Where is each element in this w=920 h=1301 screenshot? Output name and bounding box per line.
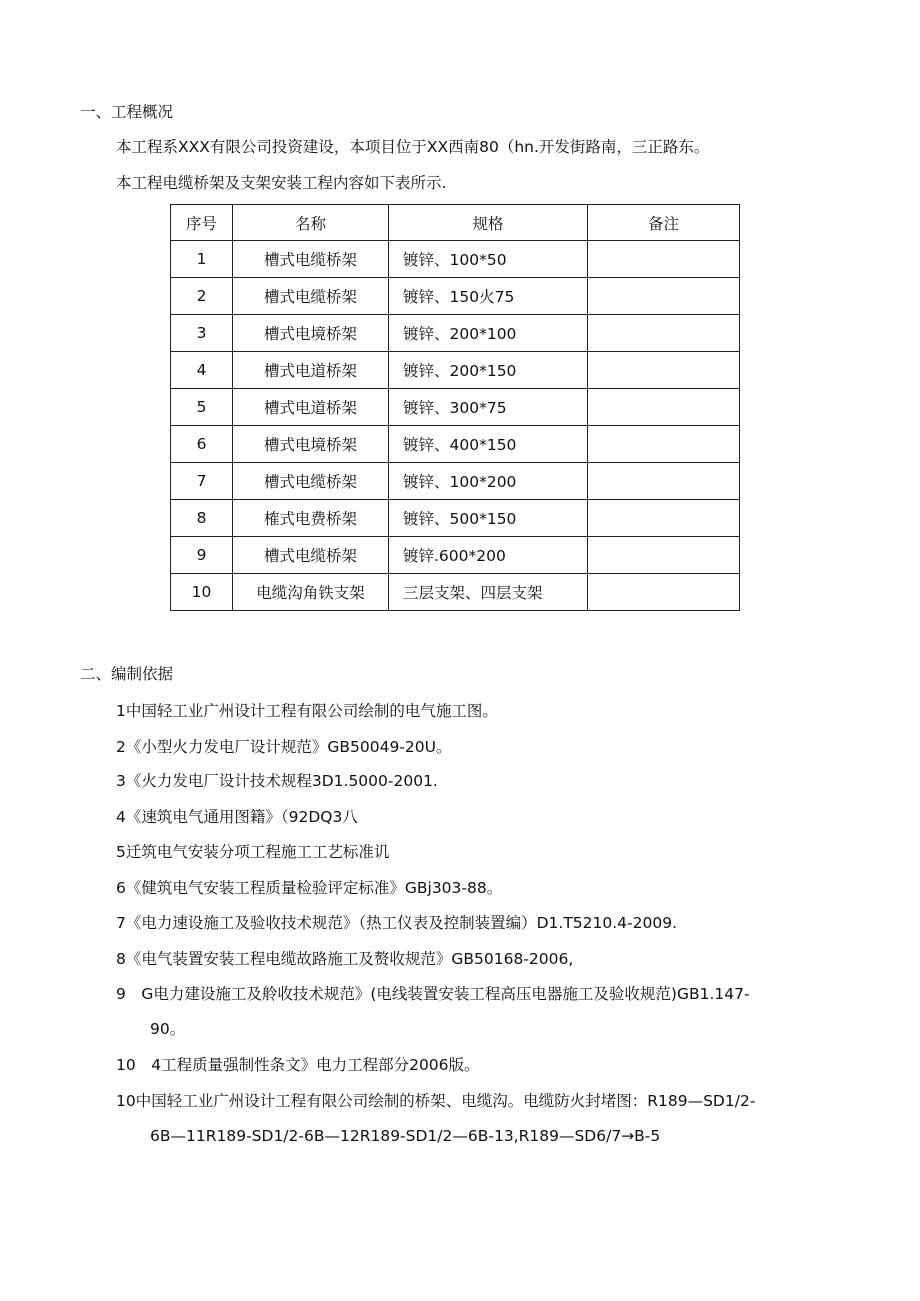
cell-no: 3 <box>171 315 233 352</box>
reference-item-10b: 10中国轻工业广州设计工程有限公司绘制的桥架、电缆沟。电缆防火封堵图：R189—SD1/2- <box>116 1092 756 1110</box>
cell-no: 10 <box>171 574 233 611</box>
cell-no: 6 <box>171 426 233 463</box>
table-row <box>171 500 740 537</box>
cell-name: 槽式电缆桥架 <box>233 278 389 315</box>
cell-spec: 镀锌、100*200 <box>389 463 588 500</box>
table-row <box>171 463 740 500</box>
cell-name: 电缆沟角铁支架 <box>233 574 389 611</box>
cell-note <box>588 574 740 611</box>
col-header-spec: 规格 <box>389 205 588 241</box>
cell-no: 2 <box>171 278 233 315</box>
cell-spec: 三层支架、四层支架 <box>389 574 588 611</box>
section2-heading: 二、编制依据 <box>80 665 174 683</box>
spec-table <box>170 204 740 611</box>
table-row <box>171 537 740 574</box>
cell-no: 1 <box>171 241 233 278</box>
cell-spec: 镀锌、100*50 <box>389 241 588 278</box>
table-row <box>171 574 740 611</box>
reference-item-7: 7《电力速设施工及验收技术规范》（热工仪表及控制装置编）D1.T5210.4-2009. <box>116 914 678 932</box>
cell-note <box>588 426 740 463</box>
col-header-no: 序号 <box>171 205 233 241</box>
cell-no: 4 <box>171 352 233 389</box>
col-header-name: 名称 <box>233 205 389 241</box>
cell-note <box>588 352 740 389</box>
table-header-row <box>171 205 740 241</box>
reference-item-2: 2《小型火力发电厂设计规范》GB50049-20U。 <box>116 738 452 756</box>
table-row <box>171 315 740 352</box>
reference-item-9-continued: 90。 <box>150 1020 186 1038</box>
cell-name: 槽式电道桥架 <box>233 352 389 389</box>
cell-note <box>588 278 740 315</box>
cell-name: 槽式电道桥架 <box>233 389 389 426</box>
cell-spec: 镀锌、300*75 <box>389 389 588 426</box>
cell-spec: 镀锌、400*150 <box>389 426 588 463</box>
table-row <box>171 389 740 426</box>
cell-note <box>588 463 740 500</box>
section1-paragraph-1: 本工程系XXX有限公司投资建设，本项目位于XX西南80（hn.开发街路南，三正路东。 <box>116 138 710 156</box>
section1-paragraph-2: 本工程电缆桥架及支架安装工程内容如下表所示. <box>116 174 447 192</box>
cell-note <box>588 500 740 537</box>
cell-spec: 镀锌.600*200 <box>389 537 588 574</box>
reference-item-10b-continued: 6B—11R189-SD1/2-6B—12R189-SD1/2—6B-13,R189—SD6/7→B-5 <box>150 1127 661 1145</box>
reference-item-9: 9 G电力建设施工及舲收技术规范》(电线装置安装工程高压电器施工及验收规范)GB1.147- <box>116 985 750 1003</box>
reference-item-4: 4《速筑电气通用图籍》（92DQ3八 <box>116 808 358 826</box>
cell-no: 7 <box>171 463 233 500</box>
cell-note <box>588 241 740 278</box>
reference-item-8: 8《电气装置安装工程电缆故路施工及赘收规范》GB50168-2006, <box>116 950 574 968</box>
cell-name: 槽式电缆桥架 <box>233 537 389 574</box>
cell-name: 槽式电境桥架 <box>233 315 389 352</box>
cell-no: 8 <box>171 500 233 537</box>
reference-item-10a: 10 4工程质量强制性条文》电力工程部分2006版。 <box>116 1056 480 1074</box>
table-row <box>171 241 740 278</box>
reference-item-6: 6《健筑电气安装工程质量检验评定标准》GBj303-88。 <box>116 879 503 897</box>
table-row <box>171 352 740 389</box>
cell-name: 槽式电缆桥架 <box>233 241 389 278</box>
cell-no: 9 <box>171 537 233 574</box>
reference-item-5: 5迁筑电气安装分项工程施工工艺标准讥 <box>116 843 390 861</box>
cell-name: 槽式电境桥架 <box>233 426 389 463</box>
reference-item-3: 3《火力发电厂设计技术规程3D1.5000-2001. <box>116 772 438 790</box>
cell-no: 5 <box>171 389 233 426</box>
col-header-note: 备注 <box>588 205 740 241</box>
cell-name: 榷式电费桥架 <box>233 500 389 537</box>
cell-name: 槽式电缆桥架 <box>233 463 389 500</box>
cell-spec: 镀锌、200*100 <box>389 315 588 352</box>
reference-item-1: 1中国轻工业广州设计工程有限公司绘制的电气施工图。 <box>116 702 498 720</box>
cell-note <box>588 537 740 574</box>
cell-note <box>588 315 740 352</box>
cell-spec: 镀锌、500*150 <box>389 500 588 537</box>
cell-spec: 镀锌、150火75 <box>389 278 588 315</box>
section1-heading: 一、工程概况 <box>80 103 174 121</box>
table-row <box>171 426 740 463</box>
cell-spec: 镀锌、200*150 <box>389 352 588 389</box>
cell-note <box>588 389 740 426</box>
table-row <box>171 278 740 315</box>
